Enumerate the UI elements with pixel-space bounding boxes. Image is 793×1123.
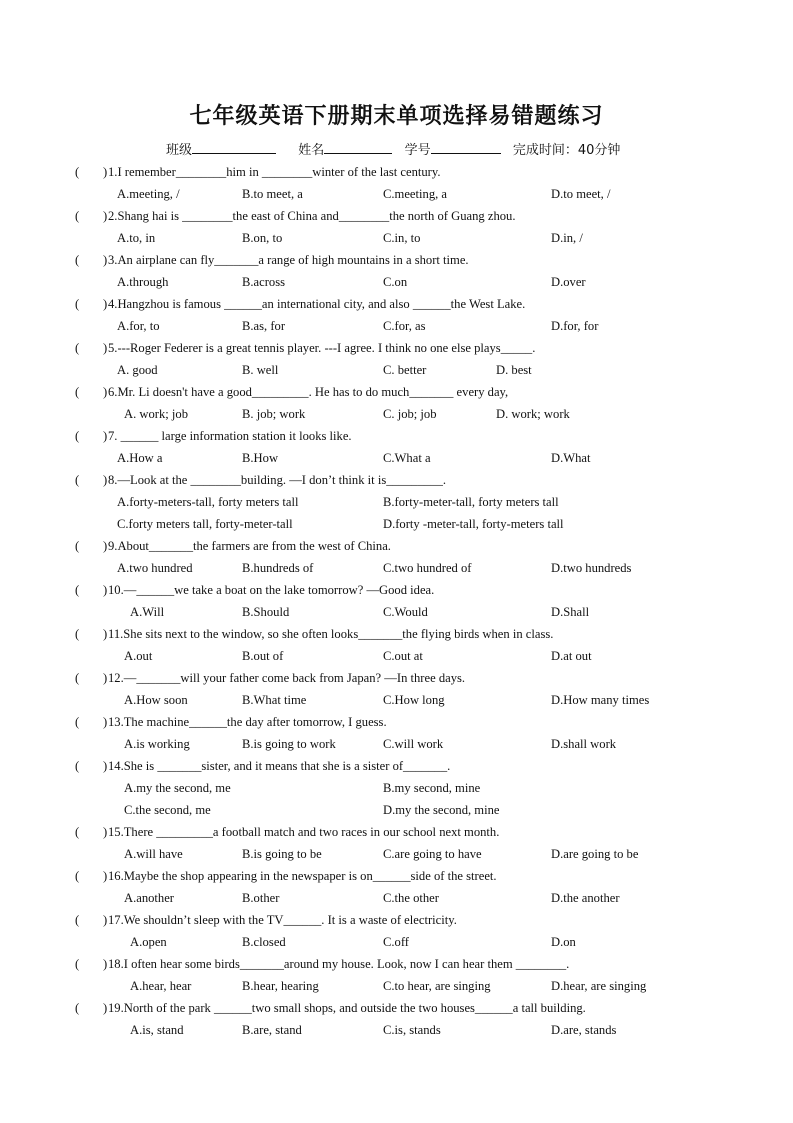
options-row xyxy=(0,931,793,953)
answer-option[interactable]: D.How many times xyxy=(551,693,650,707)
question-row xyxy=(0,667,793,689)
options-row xyxy=(0,799,793,821)
options-row xyxy=(0,447,793,469)
id-label: 学号 xyxy=(404,143,431,158)
question-row xyxy=(0,469,793,491)
answer-paren-close: ) xyxy=(103,825,108,839)
answer-option[interactable]: A.How soon xyxy=(124,693,188,707)
question-row xyxy=(0,997,793,1019)
answer-option[interactable]: B. well xyxy=(242,363,279,377)
page-title: 七年级英语下册期末单项选择易错题练习 xyxy=(189,103,604,129)
name-blank[interactable] xyxy=(324,139,392,154)
answer-option[interactable]: A. work; job xyxy=(124,407,189,421)
answer-option[interactable]: D.the another xyxy=(551,891,620,905)
options-row xyxy=(0,645,793,667)
answer-paren-open[interactable]: ( xyxy=(75,913,80,927)
question-list xyxy=(0,161,793,1041)
answer-option[interactable]: C.will work xyxy=(383,737,444,751)
answer-option[interactable]: C.Would xyxy=(383,605,428,619)
answer-paren-open[interactable]: ( xyxy=(75,165,80,179)
answer-option[interactable]: A.two hundred xyxy=(117,561,193,575)
id-blank[interactable] xyxy=(431,139,501,154)
answer-paren-open[interactable]: ( xyxy=(75,253,80,267)
question-text: 10.—______we take a boat on the lake tomorrow? —Good idea. xyxy=(108,583,435,597)
answer-paren-open[interactable]: ( xyxy=(75,209,80,223)
question-row xyxy=(0,865,793,887)
answer-option[interactable]: A.How a xyxy=(117,451,163,465)
answer-option[interactable]: A.is working xyxy=(124,737,190,751)
options-row xyxy=(0,491,793,513)
options-row xyxy=(0,887,793,909)
answer-paren-open[interactable]: ( xyxy=(75,671,80,685)
answer-option[interactable]: A.to, in xyxy=(117,231,156,245)
question-text: 19.North of the park ______two small shops, and outside the two houses______a tall building. xyxy=(108,1001,586,1015)
answer-option[interactable]: B.to meet, a xyxy=(242,187,303,201)
name-label: 姓名 xyxy=(298,143,325,158)
answer-option[interactable]: D.for, for xyxy=(551,319,599,333)
answer-option[interactable]: D.are, stands xyxy=(551,1023,617,1037)
answer-paren-close: ) xyxy=(103,539,108,553)
answer-paren-open[interactable]: ( xyxy=(75,759,80,773)
answer-option[interactable]: B.are, stand xyxy=(242,1023,302,1037)
answer-option[interactable]: B.as, for xyxy=(242,319,286,333)
question-text: 7. ______ large information station it looks like. xyxy=(108,429,352,443)
answer-paren-open[interactable]: ( xyxy=(75,869,80,883)
answer-option[interactable]: D.shall work xyxy=(551,737,617,751)
answer-option[interactable]: A.forty-meters-tall, forty meters tall xyxy=(117,495,299,509)
question-text: 18.I often hear some birds_______around my house. Look, now I can hear them ________. xyxy=(108,957,570,971)
answer-paren-close: ) xyxy=(103,473,108,487)
answer-option[interactable]: C.on xyxy=(383,275,408,289)
answer-option[interactable]: C.for, as xyxy=(383,319,426,333)
answer-paren-open[interactable]: ( xyxy=(75,627,80,641)
answer-option[interactable]: A.for, to xyxy=(117,319,160,333)
answer-option[interactable]: D.Shall xyxy=(551,605,590,619)
question-row xyxy=(0,623,793,645)
answer-option[interactable]: D. work; work xyxy=(496,407,570,421)
question-row xyxy=(0,337,793,359)
answer-paren-close: ) xyxy=(103,209,108,223)
answer-option[interactable]: D.to meet, / xyxy=(551,187,611,201)
answer-paren-open[interactable]: ( xyxy=(75,825,80,839)
answer-paren-open[interactable]: ( xyxy=(75,429,80,443)
answer-paren-close: ) xyxy=(103,671,108,685)
question-row xyxy=(0,161,793,183)
question-text: 4.Hangzhou is famous ______an international city, and also ______the West Lake. xyxy=(108,297,526,311)
answer-paren-open[interactable]: ( xyxy=(75,1001,80,1015)
answer-paren-close: ) xyxy=(103,913,108,927)
answer-paren-open[interactable]: ( xyxy=(75,583,80,597)
answer-paren-close: ) xyxy=(103,1001,108,1015)
question-text: 8.—Look at the ________building. —I don’t think it is_________. xyxy=(108,473,447,487)
answer-option[interactable]: C.are going to have xyxy=(383,847,482,861)
answer-option[interactable]: A.meeting, / xyxy=(117,187,180,201)
answer-option[interactable]: A.another xyxy=(124,891,175,905)
answer-option[interactable]: C.out at xyxy=(383,649,423,663)
question-text: 12.—_______will your father come back from Japan? —In three days. xyxy=(108,671,466,685)
options-row xyxy=(0,689,793,711)
question-row xyxy=(0,579,793,601)
answer-option[interactable]: C.meeting, a xyxy=(383,187,448,201)
answer-option[interactable]: D.my the second, mine xyxy=(383,803,500,817)
answer-option[interactable]: B.How xyxy=(242,451,279,465)
answer-paren-open[interactable]: ( xyxy=(75,297,80,311)
question-text: 9.About_______the farmers are from the west of China. xyxy=(108,539,391,553)
answer-option[interactable]: B.my second, mine xyxy=(383,781,481,795)
answer-option[interactable]: B.hundreds of xyxy=(242,561,314,575)
answer-paren-close: ) xyxy=(103,715,108,729)
answer-option[interactable]: A.my the second, me xyxy=(124,781,231,795)
answer-option[interactable]: B.closed xyxy=(242,935,286,949)
answer-option[interactable]: D.hear, are singing xyxy=(551,979,647,993)
options-row xyxy=(0,513,793,535)
answer-option[interactable]: C.the second, me xyxy=(124,803,211,817)
answer-paren-open[interactable]: ( xyxy=(75,539,80,553)
answer-option[interactable]: C. better xyxy=(383,363,427,377)
answer-option[interactable]: B.hear, hearing xyxy=(242,979,319,993)
answer-option[interactable]: D.over xyxy=(551,275,586,289)
answer-option[interactable]: B.is going to work xyxy=(242,737,336,751)
answer-option[interactable]: B. job; work xyxy=(242,407,306,421)
question-text: 1.I remember________him in ________winter of the last century. xyxy=(108,165,441,179)
answer-option[interactable]: D.What xyxy=(551,451,591,465)
answer-paren-close: ) xyxy=(103,253,108,267)
answer-option[interactable]: A.open xyxy=(130,935,167,949)
answer-option[interactable]: B.across xyxy=(242,275,286,289)
answer-paren-open[interactable]: ( xyxy=(75,715,80,729)
question-text: 2.Shang hai is ________the east of China and________the north of Guang zhou. xyxy=(108,209,516,223)
answer-paren-open[interactable]: ( xyxy=(75,341,80,355)
options-row xyxy=(0,271,793,293)
answer-option[interactable]: B.Should xyxy=(242,605,290,619)
question-row xyxy=(0,293,793,315)
answer-paren-close: ) xyxy=(103,341,108,355)
question-row xyxy=(0,425,793,447)
answer-paren-close: ) xyxy=(103,583,108,597)
answer-option[interactable]: D.forty -meter-tall, forty-meters tall xyxy=(383,517,564,531)
question-text: 3.An airplane can fly_______a range of high mountains in a short time. xyxy=(108,253,469,267)
answer-option[interactable]: C.What a xyxy=(383,451,431,465)
question-text: 14.She is _______sister, and it means that she is a sister of_______. xyxy=(108,759,451,773)
answer-option[interactable]: A.Will xyxy=(130,605,165,619)
question-row xyxy=(0,535,793,557)
class-blank[interactable] xyxy=(192,139,276,154)
options-row xyxy=(0,227,793,249)
options-row xyxy=(0,1019,793,1041)
options-row xyxy=(0,777,793,799)
answer-option[interactable]: B.out of xyxy=(242,649,284,663)
options-row xyxy=(0,601,793,623)
answer-option[interactable]: D.are going to be xyxy=(551,847,639,861)
answer-paren-close: ) xyxy=(103,759,108,773)
answer-option[interactable]: D.two hundreds xyxy=(551,561,632,575)
options-row xyxy=(0,359,793,381)
options-row xyxy=(0,183,793,205)
question-row xyxy=(0,249,793,271)
answer-option[interactable]: A.through xyxy=(117,275,169,289)
question-text: 11.She sits next to the window, so she often looks_______the flying birds when in class. xyxy=(108,627,554,641)
question-text: 15.There _________a football match and two races in our school next month. xyxy=(108,825,500,839)
question-text: 6.Mr. Li doesn't have a good_________. He has to do much_______ every day, xyxy=(108,385,509,399)
answer-paren-close: ) xyxy=(103,869,108,883)
answer-option[interactable]: A.will have xyxy=(124,847,183,861)
answer-option[interactable]: D. best xyxy=(496,363,532,377)
question-row xyxy=(0,711,793,733)
answer-paren-open[interactable]: ( xyxy=(75,385,80,399)
question-row xyxy=(0,821,793,843)
answer-option[interactable]: C.to hear, are singing xyxy=(383,979,491,993)
question-row xyxy=(0,205,793,227)
answer-option[interactable]: A.hear, hear xyxy=(130,979,192,993)
answer-option[interactable]: C.forty meters tall, forty-meter-tall xyxy=(117,517,293,531)
answer-option[interactable]: C. job; job xyxy=(383,407,437,421)
answer-paren-close: ) xyxy=(103,297,108,311)
answer-option[interactable]: D.on xyxy=(551,935,576,949)
answer-paren-open[interactable]: ( xyxy=(75,473,80,487)
answer-option[interactable]: C.How long xyxy=(383,693,445,707)
answer-option[interactable]: A.out xyxy=(124,649,153,663)
options-row xyxy=(0,315,793,337)
question-row xyxy=(0,755,793,777)
answer-option[interactable]: C.two hundred of xyxy=(383,561,472,575)
question-row xyxy=(0,381,793,403)
answer-paren-close: ) xyxy=(103,429,108,443)
answer-paren-close: ) xyxy=(103,627,108,641)
time-label: 完成时间：40分钟 xyxy=(512,143,621,158)
options-row xyxy=(0,557,793,579)
options-row xyxy=(0,843,793,865)
answer-option[interactable]: A.is, stand xyxy=(130,1023,184,1037)
answer-option[interactable]: B.is going to be xyxy=(242,847,322,861)
answer-option[interactable]: B.other xyxy=(242,891,280,905)
options-row xyxy=(0,403,793,425)
question-row xyxy=(0,909,793,931)
options-row xyxy=(0,975,793,997)
question-text: 17.We shouldn’t sleep with the TV______. It is a waste of electricity. xyxy=(108,913,457,927)
answer-paren-close: ) xyxy=(103,957,108,971)
question-text: 5.---Roger Federer is a great tennis player. ---I agree. I think no one else plays_____. xyxy=(108,341,536,355)
question-text: 13.The machine______the day after tomorrow, I guess. xyxy=(108,715,387,729)
answer-option[interactable]: C.in, to xyxy=(383,231,421,245)
answer-option[interactable]: C.is, stands xyxy=(383,1023,441,1037)
answer-option[interactable]: D.at out xyxy=(551,649,592,663)
answer-option[interactable]: D.in, / xyxy=(551,231,583,245)
answer-paren-close: ) xyxy=(103,165,108,179)
answer-option[interactable]: C.off xyxy=(383,935,410,949)
question-row xyxy=(0,953,793,975)
class-label: 班级 xyxy=(166,143,193,158)
question-text: 16.Maybe the shop appearing in the newspaper is on______side of the street. xyxy=(108,869,497,883)
answer-option[interactable]: C.the other xyxy=(383,891,439,905)
answer-option[interactable]: B.What time xyxy=(242,693,307,707)
answer-option[interactable]: B.on, to xyxy=(242,231,283,245)
student-info-line xyxy=(166,139,766,161)
answer-paren-close: ) xyxy=(103,385,108,399)
answer-paren-open[interactable]: ( xyxy=(75,957,80,971)
answer-option[interactable]: B.forty-meter-tall, forty meters tall xyxy=(383,495,559,509)
options-row xyxy=(0,733,793,755)
answer-option[interactable]: A. good xyxy=(117,363,158,377)
